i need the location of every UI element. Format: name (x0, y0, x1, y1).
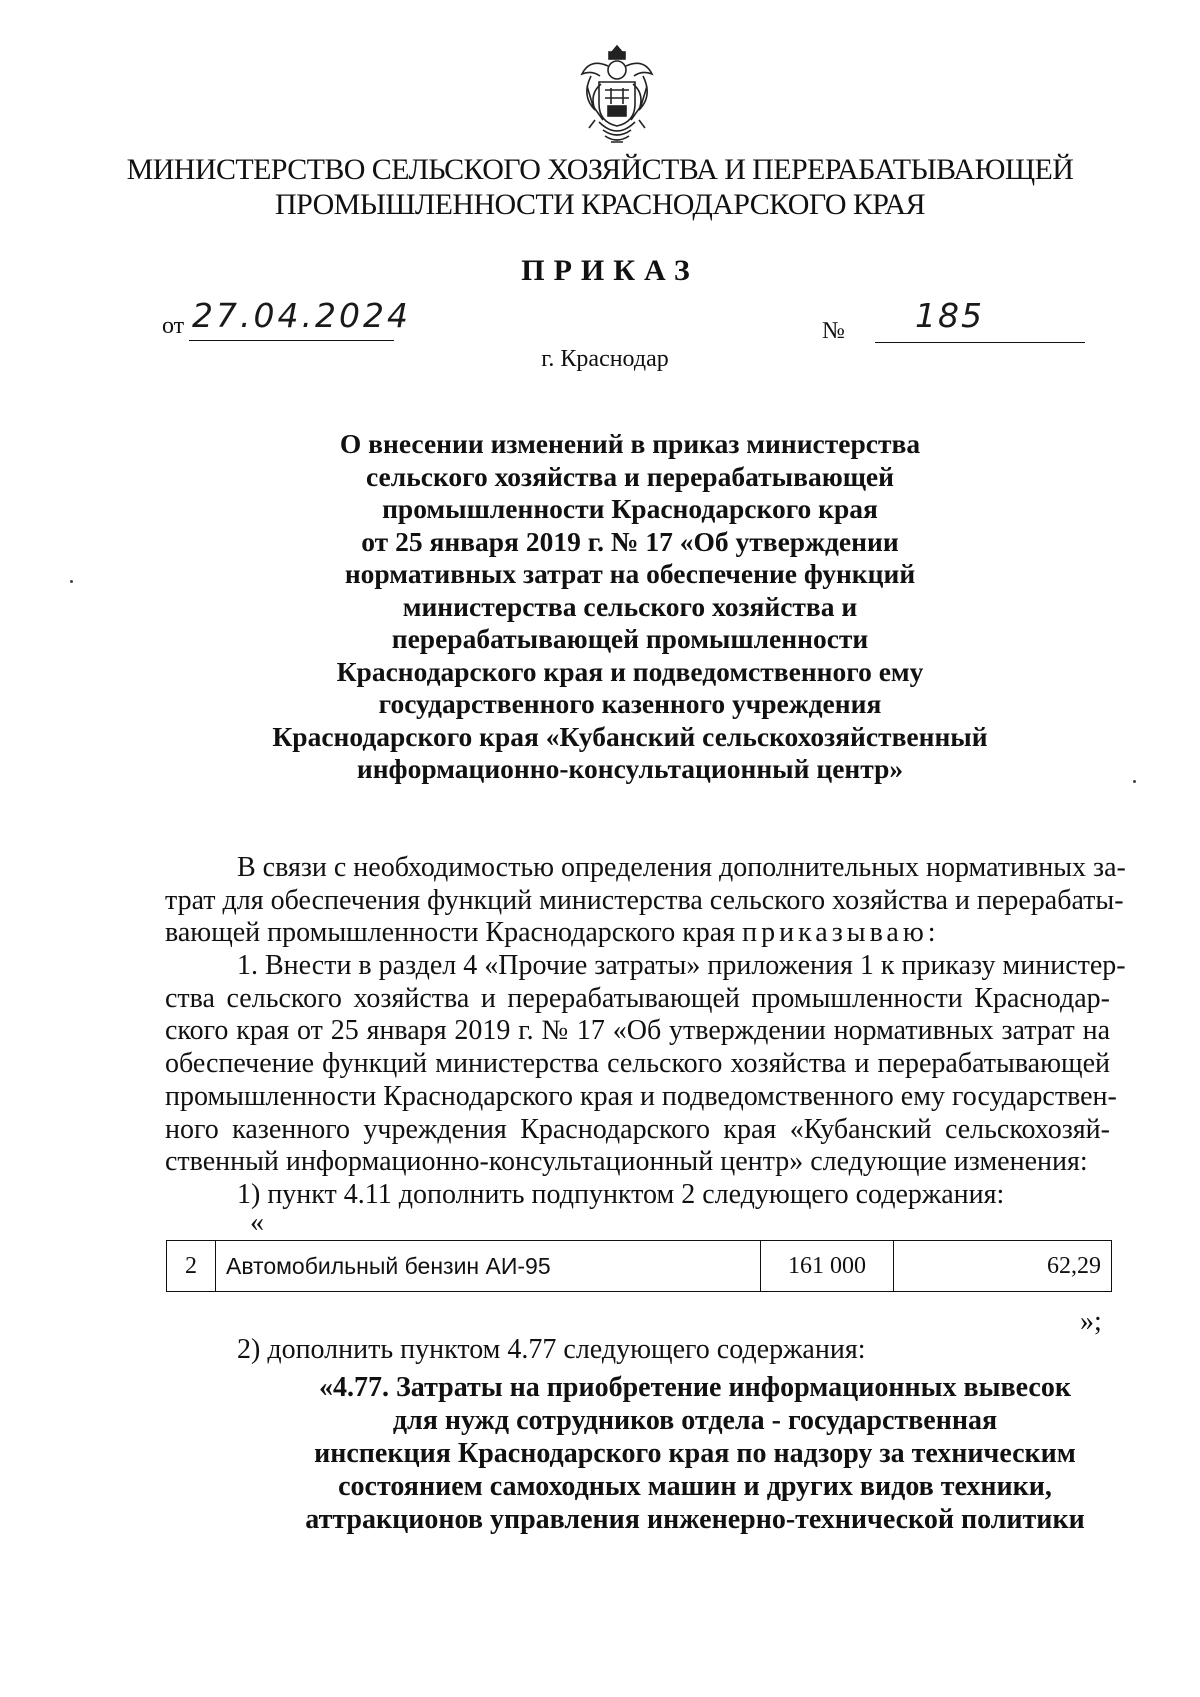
handwritten-number: 185 (915, 296, 984, 335)
scan-speck (1133, 780, 1136, 783)
body-line: 1) пункт 4.11 дополнить подпунктом 2 следующего содержания: (237, 1178, 1005, 1210)
subject-line: Краснодарского края «Кубанский сельскохозяйственный (272, 720, 988, 752)
date-underline (189, 340, 394, 341)
table-cell-quantity: 161 000 (761, 1241, 894, 1292)
subject-line: государственного казенного учреждения (378, 688, 882, 719)
body-line: В связи с необходимостью определения дополнительных нормативных за- (237, 852, 1126, 883)
body-line: ственный информационно-консультационный центр» следующие изменения: (165, 1146, 1088, 1178)
body-line: ства сельского хозяйства и перерабатывающей промышленности Краснодар- (165, 982, 1110, 1014)
body-line: 1. Внести в раздел 4 «Прочие затраты» приложения 1 к приказу министер- (237, 950, 1126, 981)
expense-table (166, 1240, 1112, 1292)
table-cell-price: 62,29 (894, 1241, 1112, 1292)
heading-line: «4.77. Затраты на приобретение информационных вывесок (319, 1372, 1071, 1403)
subject-line: информационно-консультационный центр» (356, 753, 904, 784)
quote-close-mark: »; (1080, 1306, 1102, 1337)
subject-line: сельского хозяйства и перерабатывающей (366, 460, 894, 492)
quote-open-mark: « (250, 1207, 264, 1238)
city-name: г. Краснодар (541, 346, 669, 372)
subject-line: промышленности Краснодарского края (382, 493, 878, 524)
body-line-text: вающей промышленности Краснодарского края (165, 917, 736, 949)
subject-line: Краснодарского края и подведомственного ему (336, 655, 924, 687)
number-underline (875, 342, 1085, 343)
subject-line: перерабатывающей промышленности (391, 623, 869, 654)
section-4-77-heading (280, 1371, 1110, 1536)
heading-line: для нужд сотрудников отдела - государственная (392, 1405, 998, 1436)
body-line: обеспечение функций министерства сельского хозяйства и перерабатывающей (165, 1048, 1110, 1080)
body-line: трат для обеспечения функций министерства сельского хозяйства и перерабаты- (165, 884, 1124, 916)
number-prefix: № (822, 318, 845, 344)
table-cell-number: 2 (167, 1241, 216, 1292)
coat-of-arms-icon (577, 42, 657, 146)
subject-line: от 25 января 2019 г. № 17 «Об утверждении (361, 525, 899, 557)
order-word: приказываю: (742, 917, 940, 949)
subject-line: нормативных затрат на обеспечение функций (344, 558, 916, 589)
document-type-title: ПРИКАЗ (521, 254, 699, 287)
handwritten-date: 27.04.2024 (192, 296, 411, 335)
subject-line: О внесении изменений в приказ министерства (339, 428, 921, 459)
body-paragraph-intro (165, 852, 1126, 950)
table-row (167, 1241, 1112, 1292)
table-cell-name: Автомобильный бензин АИ-95 (216, 1241, 761, 1292)
heading-line: аттракционов управления инженерно-технической политики (305, 1504, 1085, 1535)
body-line (165, 917, 1110, 950)
subject-line: министерства сельского хозяйства и (402, 590, 858, 622)
heading-line: инспекция Краснодарского края по надзору за техническим (314, 1438, 1076, 1469)
body-line: ного казенного учреждения Краснодарского края «Кубанский сельскохозяй- (165, 1113, 1110, 1145)
ministry-name-line-2: ПРОМЫШЛЕННОСТИ КРАСНОДАРСКОГО КРАЯ (275, 188, 925, 221)
order-subject (250, 428, 1010, 786)
date-prefix: от (162, 313, 185, 339)
body-line: ского края от 25 января 2019 г. № 17 «Об утверждении нормативных затрат на (165, 1015, 1110, 1047)
amendment-2: 2) дополнить пунктом 4.77 следующего содержания: (237, 1334, 866, 1365)
scan-speck (70, 580, 73, 583)
body-line: промышленности Краснодарского края и подведомственного ему государствен- (165, 1080, 1117, 1112)
heading-line: состоянием самоходных машин и других видов техники, (338, 1471, 1052, 1502)
body-paragraph-item-1 (165, 950, 1126, 1212)
ministry-name-line-1: МИНИСТЕРСТВО СЕЛЬСКОГО ХОЗЯЙСТВА И ПЕРЕРАБАТЫВАЮЩЕЙ (126, 153, 1074, 186)
